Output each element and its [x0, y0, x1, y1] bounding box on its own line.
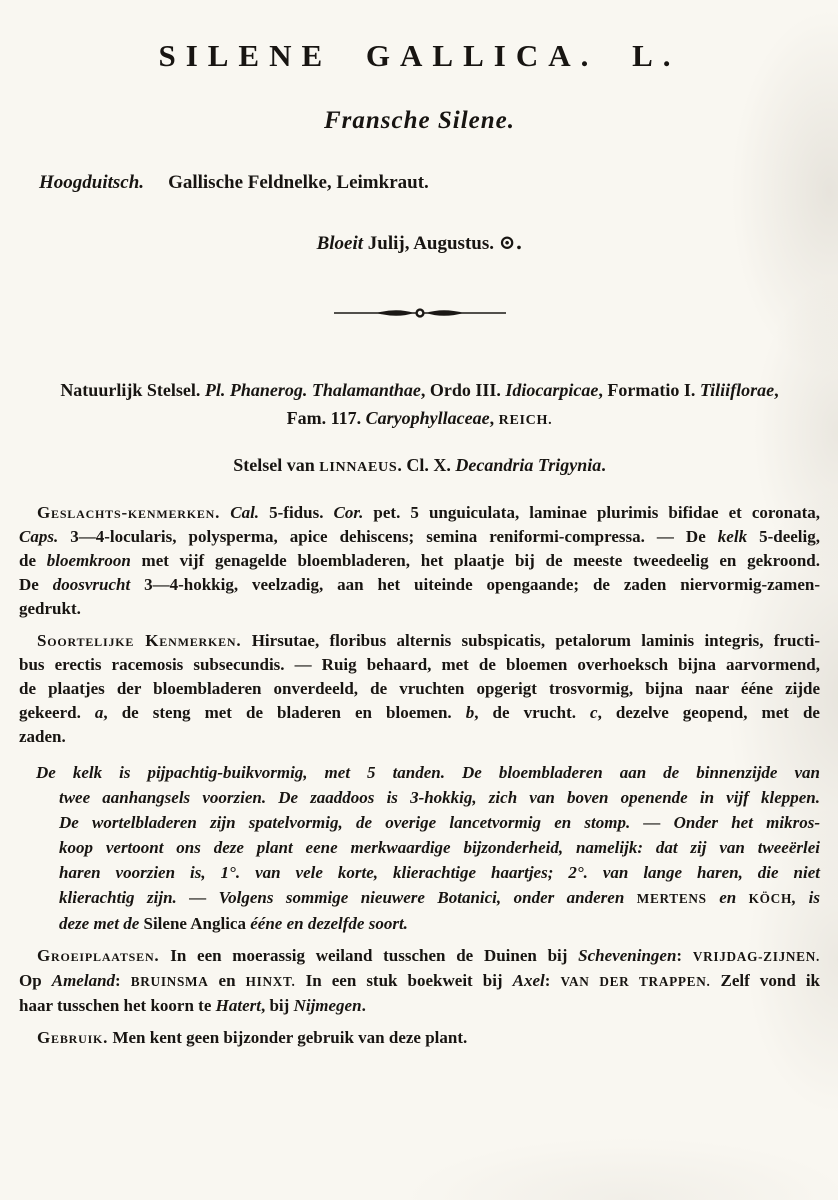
text-line — [19, 653, 820, 677]
text-segment: haren voorzien is, 1°. van vele korte, klierachtige haartjes; 2°. van lange haren, die niet — [59, 863, 820, 882]
text-segment: , de steng met de bladeren en bloemen. — [103, 703, 466, 722]
text-segment: Gebruik. — [37, 1028, 109, 1047]
text-segment: : — [544, 971, 561, 990]
text-segment: met vijf genagelde bloembladeren, het plaatje bij de meeste tweedeelig en gekroond. — [130, 551, 820, 570]
text-segment: , bij — [260, 996, 294, 1015]
text-segment: Geslachts-kenmerken. — [37, 503, 221, 522]
paragraph-species-characters — [19, 629, 820, 749]
section-divider — [19, 305, 820, 326]
text-segment: gekeerd. — [19, 703, 95, 722]
dutch-common-name: Fransche Silene. — [323, 107, 516, 134]
page-title: SILENE GALLICA. L. — [158, 38, 681, 73]
text-segment: De — [19, 575, 53, 594]
text-line — [19, 376, 820, 404]
text-segment: . — [361, 996, 366, 1015]
text-segment: , — [489, 408, 499, 428]
text-segment: Op — [19, 971, 52, 990]
paragraph-habitats — [19, 944, 820, 1018]
text-segment: LINNAEUS — [319, 459, 398, 475]
text-segment: Stelsel van — [233, 455, 320, 475]
text-line — [19, 885, 820, 911]
text-segment: kelk — [717, 527, 748, 546]
text-segment: MERTENS — [636, 891, 707, 906]
text-segment: , dezelve geopend, met de — [597, 703, 820, 722]
text-segment: gedrukt. — [19, 599, 81, 618]
paragraph-uses — [19, 1026, 820, 1050]
text-segment: , Formatio I. — [598, 380, 700, 400]
text-segment: Caryophyllaceae — [365, 408, 490, 428]
text-line — [19, 549, 820, 573]
text-segment: b — [465, 703, 475, 722]
text-line — [19, 810, 820, 835]
text-line — [19, 573, 820, 597]
text-segment: VAN DER TRAPPEN. — [560, 974, 711, 989]
text-line — [19, 404, 820, 434]
text-segment: a — [94, 703, 104, 722]
paragraph-description-italic — [19, 760, 820, 936]
text-line — [19, 701, 820, 725]
german-name-row — [19, 172, 820, 194]
text-segment: 3—4-locularis, polysperma, apice dehiscens; semina reniformi-compressa. — De — [58, 527, 718, 546]
text-segment: Soortelijke Kenmerken. — [37, 631, 242, 650]
text-segment: bloemkroon — [46, 551, 131, 570]
text-segment: Tiliiflorae — [699, 380, 775, 400]
text-segment: Caps. — [19, 527, 59, 546]
text-segment: Cor. — [333, 503, 364, 522]
text-segment: : — [115, 971, 131, 990]
text-line — [19, 994, 820, 1018]
text-segment: ééne en dezelfde soort. — [250, 914, 408, 933]
text-segment: Men kent geen bijzonder gebruik van deze plant. — [108, 1028, 468, 1047]
text-segment: Ameland — [51, 971, 116, 990]
text-segment: Pl. Phanerog. Thalamanthae — [204, 380, 421, 400]
text-segment: klierachtig zijn. — Volgens sommige nieuwere Botanici, onder anderen — [59, 888, 637, 907]
text-segment: Fam. 117. — [286, 408, 366, 428]
text-segment: Axel — [512, 971, 545, 990]
text-line — [19, 969, 820, 994]
text-segment: doosvrucht — [52, 575, 131, 594]
text-segment: Zelf vond ik — [710, 971, 820, 990]
text-segment: Groeiplaatsen. — [37, 946, 160, 965]
text-segment: De kelk is pijpachtig-buikvormig, met 5 tanden. De bloembladeren aan de binnenzijde van — [36, 763, 820, 782]
text-segment: KÖCH — [748, 891, 792, 906]
german-names: Gallische Feldnelke, Leimkraut. — [168, 172, 429, 193]
text-line — [19, 455, 820, 476]
body-text — [19, 501, 820, 1050]
text-line — [19, 230, 820, 255]
text-line — [19, 1026, 820, 1050]
text-segment: In een stuk boekweit bij — [295, 971, 513, 990]
text-segment: Natuurlijk Stelsel. — [60, 380, 205, 400]
text-line — [19, 835, 820, 860]
text-line — [19, 785, 820, 810]
german-label: Hoogduitsch. — [39, 172, 145, 193]
text-line — [19, 911, 820, 936]
text-segment: : — [676, 946, 693, 965]
text-segment: , de vrucht. — [474, 703, 591, 722]
text-segment: VRIJDAG-ZIJNEN. — [692, 949, 820, 964]
text-line — [19, 629, 820, 653]
text-segment: Hirsutae, floribus alternis subspicatis, petalorum laminis integris, fructi- — [241, 631, 820, 650]
text-segment: , Ordo III. — [420, 380, 506, 400]
text-segment: en — [706, 888, 749, 907]
text-segment: deze met de — [59, 914, 144, 933]
text-segment: HINXT. — [245, 974, 296, 989]
text-segment: de — [19, 551, 47, 570]
text-line — [19, 860, 820, 885]
text-segment: Julij, Augustus. — [363, 233, 499, 254]
text-segment: , is — [791, 888, 820, 907]
text-line — [19, 725, 820, 749]
text-line — [19, 944, 820, 969]
text-segment: haar tusschen het koorn te — [19, 996, 216, 1015]
natural-system-classification — [19, 376, 820, 434]
text-segment: Bloeit — [316, 233, 364, 254]
text-segment: 5-deelig, — [747, 527, 821, 546]
text-segment: De wortelbladeren zijn spatelvormig, de overige lancetvormig en stomp. — Onder het mikros- — [59, 813, 820, 832]
paragraph-genus-characters — [19, 501, 820, 621]
text-segment — [220, 503, 230, 522]
text-segment: BRUINSMA — [130, 974, 209, 989]
text-segment: de plaatjes der bloembladeren onverdeeld, de vruchten opgerigt trosvormig, bijna naar ééne zijde — [19, 679, 820, 698]
bloom-period-line — [19, 230, 820, 255]
divider-ornament-icon — [332, 305, 508, 321]
text-line — [19, 501, 820, 525]
text-segment: , — [774, 380, 779, 400]
text-segment: bus erectis racemosis subsecundis. — Ruig behaard, met de bloemen overhoeksch bijna aarvormend, — [19, 655, 820, 674]
text-segment: zaden. — [19, 727, 66, 746]
text-segment: Idiocarpicae — [505, 380, 599, 400]
text-segment: c — [590, 703, 598, 722]
text-segment: twee aanhangsels voorzien. De zaaddoos is 3-hokkig, zich van boven openende in vijf kleppen. — [59, 788, 820, 807]
text-segment: 3—4-hokkig, veelzadig, aan het uiteinde opengaande; de zaden niervormig-zamen- — [130, 575, 820, 594]
text-segment: . — [601, 455, 606, 475]
text-segment: REICH. — [498, 412, 553, 428]
text-segment: 5-fidus. — [259, 503, 334, 522]
text-segment: en — [208, 971, 246, 990]
text-segment: Hatert — [215, 996, 261, 1015]
text-line — [19, 677, 820, 701]
text-line — [19, 597, 820, 621]
text-segment: In een moerassig weiland tusschen de Duinen bij — [159, 946, 579, 965]
linnaean-classification — [19, 455, 820, 476]
text-segment: Scheveningen — [578, 946, 677, 965]
text-line — [19, 760, 820, 785]
text-segment: Cal. — [230, 503, 260, 522]
text-segment: Silene Anglica — [143, 914, 251, 933]
annual-plant-symbol-icon: ⊙. — [498, 230, 523, 254]
text-segment: . Cl. X. — [397, 455, 456, 475]
text-segment: koop vertoont ons deze plant eene merkwaardige bijzonderheid, namelijk: dat zij van tweeërlei — [59, 838, 820, 857]
text-segment: Nijmegen — [293, 996, 362, 1015]
text-line — [19, 525, 820, 549]
text-segment: Decandria Trigynia — [455, 455, 602, 475]
text-segment: pet. 5 unguiculata, laminae plurimis bifidae et coronata, — [363, 503, 821, 522]
